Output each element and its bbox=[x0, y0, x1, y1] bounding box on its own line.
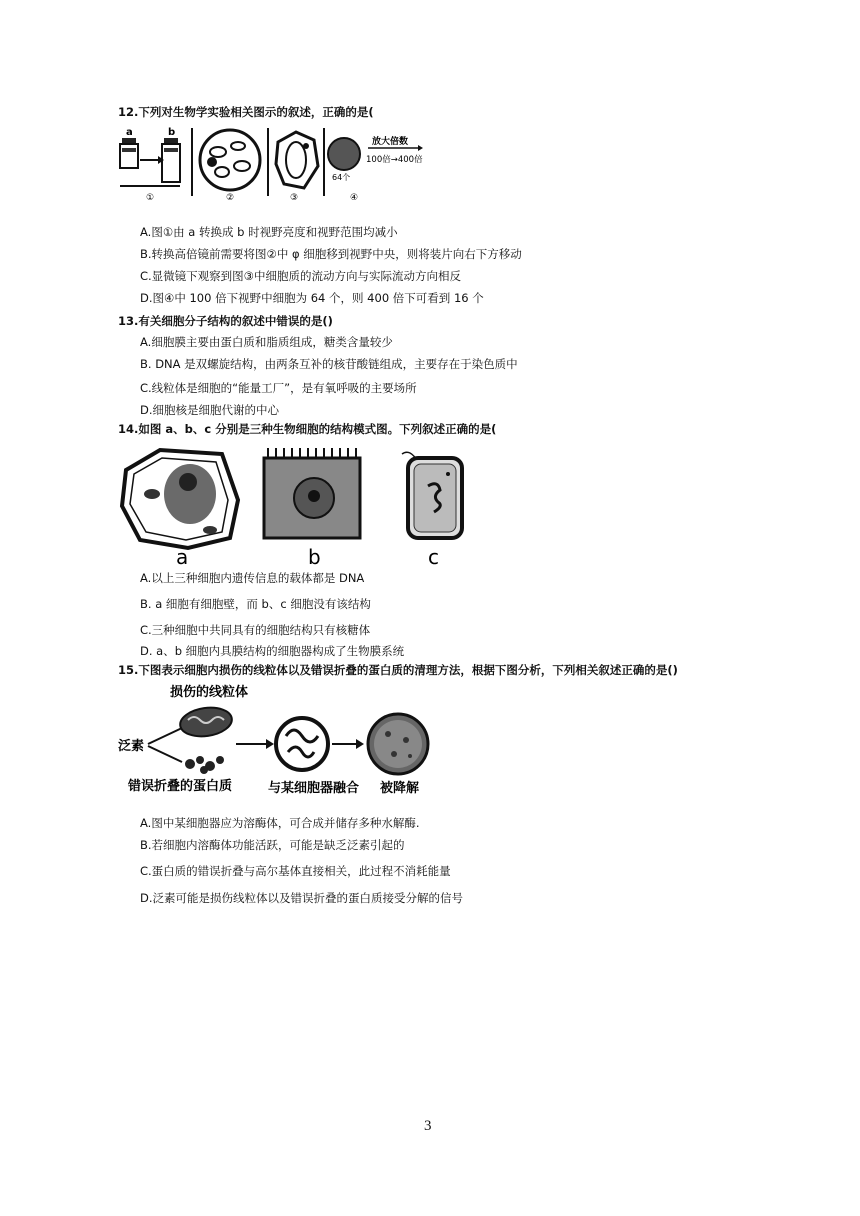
q14-fig-label-c: c bbox=[428, 545, 439, 566]
q14-stem: 14.如图 a、b、c 分别是三种生物细胞的结构模式图。下列叙述正确的是( bbox=[118, 422, 497, 436]
q15-figure bbox=[118, 684, 448, 800]
q15-option-c: C.蛋白质的错误折叠与高尔基体直接相关，此过程不消耗能量 bbox=[140, 864, 451, 878]
q14-fig-label-b: b bbox=[308, 545, 321, 566]
q14-option-d: D. a、b 细胞内具膜结构的细胞器构成了生物膜系统 bbox=[140, 644, 405, 658]
q13-option-c: C.线粒体是细胞的“能量工厂”，是有氧呼吸的主要场所 bbox=[140, 381, 417, 395]
q13-option-a: A.细胞膜主要由蛋白质和脂质组成，糖类含量较少 bbox=[140, 335, 393, 349]
q12-option-c: C.显微镜下观察到图③中细胞质的流动方向与实际流动方向相反 bbox=[140, 269, 461, 283]
q12-fig-circled-4: ④ bbox=[350, 193, 359, 203]
q12-fig-count: 64个 bbox=[332, 173, 351, 182]
q12-option-d: D.图④中 100 倍下视野中细胞为 64 个，则 400 倍下可看到 16 个 bbox=[140, 291, 484, 305]
q15-option-b: B.若细胞内溶酶体功能活跃，可能是缺乏泛素引起的 bbox=[140, 838, 405, 852]
q12-fig-mag-change: 100倍→400倍 bbox=[366, 155, 423, 165]
q15-option-d: D.泛素可能是损伤线粒体以及错误折叠的蛋白质接受分解的信号 bbox=[140, 891, 464, 905]
q12-option-b: B.转换高倍镜前需要将图②中 φ 细胞移到视野中央，则将装片向右下方移动 bbox=[140, 247, 522, 261]
q12-fig-mag-label: 放大倍数 bbox=[372, 137, 409, 147]
q14-figure bbox=[118, 444, 478, 566]
q12-option-a: A.图①由 a 转换成 b 时视野亮度和视野范围均减小 bbox=[140, 225, 398, 239]
q15-option-a: A.图中某细胞器应为溶酶体，可合成并储存多种水解酶. bbox=[140, 816, 420, 830]
q12-stem: 12.下列对生物学实验相关图示的叙述，正确的是( bbox=[118, 105, 374, 119]
q13-option-d: D.细胞核是细胞代谢的中心 bbox=[140, 403, 280, 417]
q13-option-b: B. DNA 是双螺旋结构，由两条互补的核苷酸链组成，主要存在于染色质中 bbox=[140, 357, 518, 371]
q14-option-c: C.三种细胞中共同具有的细胞结构只有核糖体 bbox=[140, 623, 371, 637]
q13-stem: 13.有关细胞分子结构的叙述中错误的是() bbox=[118, 314, 333, 328]
page-number: 3 bbox=[424, 1118, 432, 1134]
q15-stem: 15.下图表示细胞内损伤的线粒体以及错误折叠的蛋白质的清理方法，根据下图分析，下列相关叙述正确的是() bbox=[118, 663, 678, 677]
q12-fig-circled-3: ③ bbox=[290, 193, 299, 203]
q12-figure bbox=[118, 126, 438, 206]
q15-fig-degraded: 被降解 bbox=[380, 781, 420, 796]
q15-fig-damaged-mito: 损伤的线粒体 bbox=[170, 685, 249, 700]
q12-fig-circled-1: ① bbox=[146, 193, 155, 203]
q12-fig-label-b: b bbox=[168, 127, 176, 138]
q14-option-b: B. a 细胞有细胞壁，而 b、c 细胞没有该结构 bbox=[140, 597, 371, 611]
q15-fig-ubiquitin: 泛素 bbox=[118, 739, 145, 754]
q14-fig-label-a: a bbox=[176, 545, 189, 566]
q15-fig-fuse: 与某细胞器融合 bbox=[268, 781, 360, 796]
q14-option-a: A.以上三种细胞内遗传信息的载体都是 DNA bbox=[140, 571, 365, 585]
q12-fig-label-a: a bbox=[126, 127, 133, 138]
q12-fig-circled-2: ② bbox=[226, 193, 235, 203]
q15-fig-misfolded: 错误折叠的蛋白质 bbox=[128, 779, 233, 794]
